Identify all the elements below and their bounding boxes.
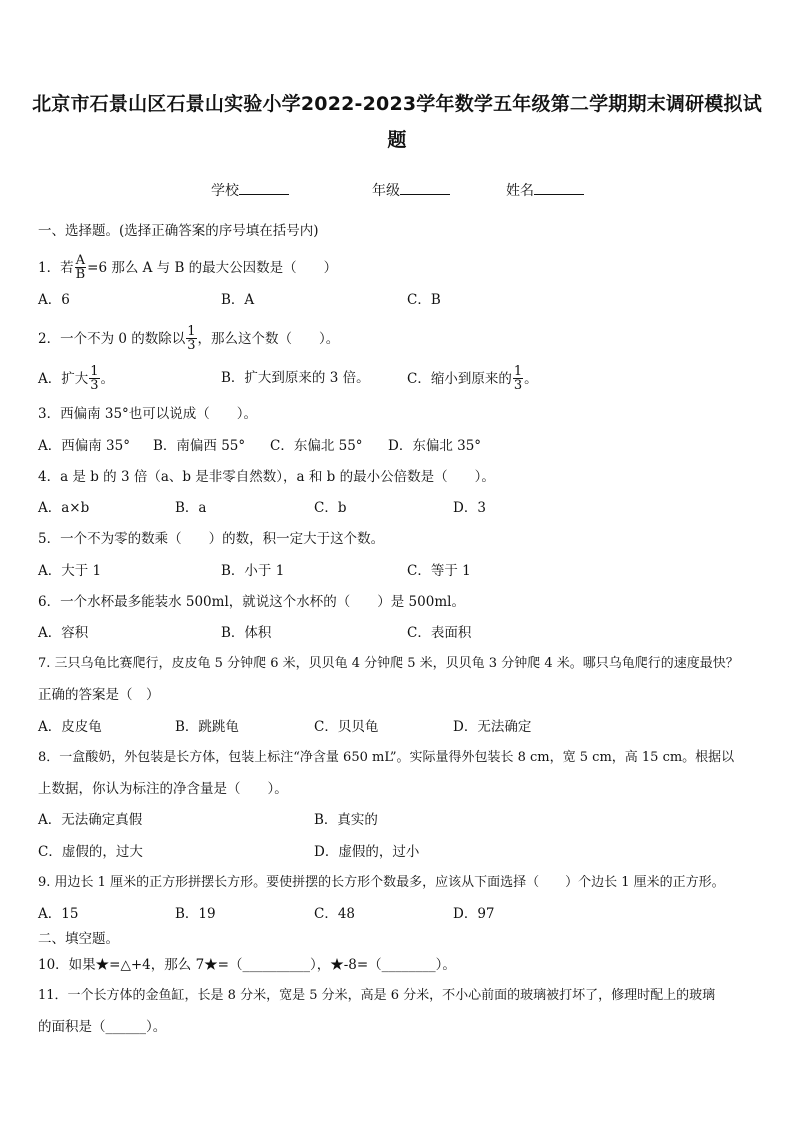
q2-opt-c-fraction: [513, 365, 523, 392]
q1-option-c[interactable]: C．B: [407, 292, 441, 308]
q9-option-a[interactable]: A．15: [38, 906, 79, 922]
q2-opt-c-suffix: 。: [524, 371, 538, 387]
question-8-line-1: 8．一盒酸奶，外包装是长方体，包装上标注“净含量 650 mL”。实际量得外包装长 8 cm，宽 5 cm，高 15 cm。根据以: [38, 750, 735, 765]
grade-blank[interactable]: [400, 180, 450, 195]
question-4: 4．a 是 b 的 3 倍（a、b 是非零自然数），a 和 b 的最小公倍数是（ ）。: [38, 469, 495, 485]
q1-frac-num: A: [75, 253, 86, 268]
q6-option-b[interactable]: B．体积: [221, 625, 272, 641]
q2-option-a[interactable]: [38, 366, 114, 393]
q1-frac-den: B: [75, 267, 86, 282]
q9-option-c[interactable]: C．48: [314, 906, 356, 922]
q5-option-b[interactable]: B．小于 1: [221, 563, 285, 579]
q2-option-c[interactable]: [407, 366, 538, 393]
q4-option-d[interactable]: D．3: [453, 500, 486, 516]
q3-option-b[interactable]: B．南偏西 55°: [153, 438, 246, 454]
grade-label: 年级: [372, 183, 400, 199]
q2-opt-a-suffix: 。: [100, 371, 115, 387]
question-6: 6．一个水杯最多能装水 500ml，就说这个水杯的（ ）是 500ml。: [38, 594, 465, 610]
q2-opt-a-den: 3: [90, 378, 99, 393]
question-1: [38, 255, 337, 282]
question-9: 9. 用边长 1 厘米的正方形拼摆长方形。要使拼摆的长方形个数最多，应该从下面选择（ ）个边长 1 厘米的正方形。: [38, 875, 725, 890]
school-blank[interactable]: [239, 180, 289, 195]
q2-opt-a-fraction: [89, 365, 99, 392]
question-7-line-1: 7. 三只乌龟比赛爬行，皮皮龟 5 分钟爬 6 米，贝贝龟 4 分钟爬 5 米，贝贝龟 3 分钟爬 4 米。哪只乌龟爬行的速度最快？: [38, 656, 739, 671]
q1-prefix: 1．若: [38, 260, 74, 276]
q3-option-a[interactable]: A．西偏南 35°: [38, 438, 130, 454]
question-11-line-2: 的面积是（______）。: [38, 1019, 167, 1035]
name-field[interactable]: [506, 180, 584, 200]
q1-option-a[interactable]: A．6: [38, 292, 70, 308]
q2-opt-a-prefix: A．扩大: [38, 371, 89, 387]
q8-option-c[interactable]: C．虚假的，过大: [38, 844, 143, 860]
q3-option-c[interactable]: C．东偏北 55°: [270, 438, 363, 454]
q1-option-b[interactable]: B．A: [221, 292, 255, 308]
name-blank[interactable]: [534, 180, 584, 195]
question-11-line-1: 11．一个长方体的金鱼缸，长是 8 分米，宽是 5 分米，高是 6 分米，不小心前面的玻璃被打坏了，修理时配上的玻璃: [38, 988, 716, 1003]
q7-option-d[interactable]: D．无法确定: [453, 719, 532, 735]
q2-opt-c-prefix: C．缩小到原来的: [407, 371, 512, 387]
q4-option-a[interactable]: A．a×b: [38, 500, 90, 516]
question-3: 3．西偏南 35°也可以说成（ ）。: [38, 406, 258, 422]
question-7-line-2: 正确的答案是（ ）: [38, 687, 160, 703]
q7-option-a[interactable]: A．皮皮龟: [38, 719, 102, 735]
q2-fraction: [186, 325, 196, 352]
question-8-line-2: 上数据，你认为标注的净含量是（ ）。: [38, 781, 288, 797]
title-line-2: 题: [387, 129, 407, 151]
q2-opt-a-num: 1: [90, 364, 99, 379]
q6-option-a[interactable]: A．容积: [38, 625, 89, 641]
q6-option-c[interactable]: C．表面积: [407, 625, 472, 641]
q1-fraction: [75, 254, 87, 281]
q7-option-c[interactable]: C．贝贝龟: [314, 719, 379, 735]
q2-frac-num: 1: [187, 324, 196, 339]
q5-option-a[interactable]: A．大于 1: [38, 563, 102, 579]
q9-option-b[interactable]: B．19: [175, 906, 216, 922]
q2-frac-den: 3: [187, 338, 196, 353]
section-2-heading: 二、填空题。: [38, 931, 119, 947]
name-label: 姓名: [506, 183, 534, 199]
q8-option-d[interactable]: D．虚假的，过小: [314, 844, 420, 860]
q2-option-b[interactable]: B．扩大到原来的 3 倍。: [221, 370, 370, 386]
q2-opt-c-num: 1: [513, 364, 523, 379]
exam-title: [30, 86, 764, 158]
q4-option-c[interactable]: C．b: [314, 500, 347, 516]
question-10: 10．如果★=△+4，那么 7★=（__________），★-8=（________）。: [38, 957, 456, 973]
school-field[interactable]: [211, 180, 289, 200]
q2-prefix: 2．一个不为 0 的数除以: [38, 331, 186, 347]
q7-option-b[interactable]: B．跳跳龟: [175, 719, 239, 735]
q9-option-d[interactable]: D．97: [453, 906, 495, 922]
grade-field[interactable]: [372, 180, 450, 200]
question-2: [38, 326, 339, 353]
question-5: 5．一个不为零的数乘（ ）的数，积一定大于这个数。: [38, 531, 385, 547]
q8-option-b[interactable]: B．真实的: [314, 812, 378, 828]
student-info-row: [0, 180, 794, 202]
title-line-1: 北京市石景山区石景山实验小学2022-2023学年数学五年级第二学期期末调研模拟试: [32, 93, 762, 115]
q4-option-b[interactable]: B．a: [175, 500, 207, 516]
q3-option-d[interactable]: D．东偏北 35°: [388, 438, 482, 454]
section-1-heading: 一、选择题。(选择正确答案的序号填在括号内): [38, 223, 319, 239]
school-label: 学校: [211, 183, 239, 199]
q5-option-c[interactable]: C．等于 1: [407, 563, 471, 579]
q1-suffix: =6 那么 A 与 B 的最大公因数是（ ）: [87, 260, 338, 276]
q2-opt-c-den: 3: [513, 378, 523, 393]
q8-option-a[interactable]: A．无法确定真假: [38, 812, 143, 828]
q2-suffix: ，那么这个数（ ）。: [197, 331, 340, 347]
